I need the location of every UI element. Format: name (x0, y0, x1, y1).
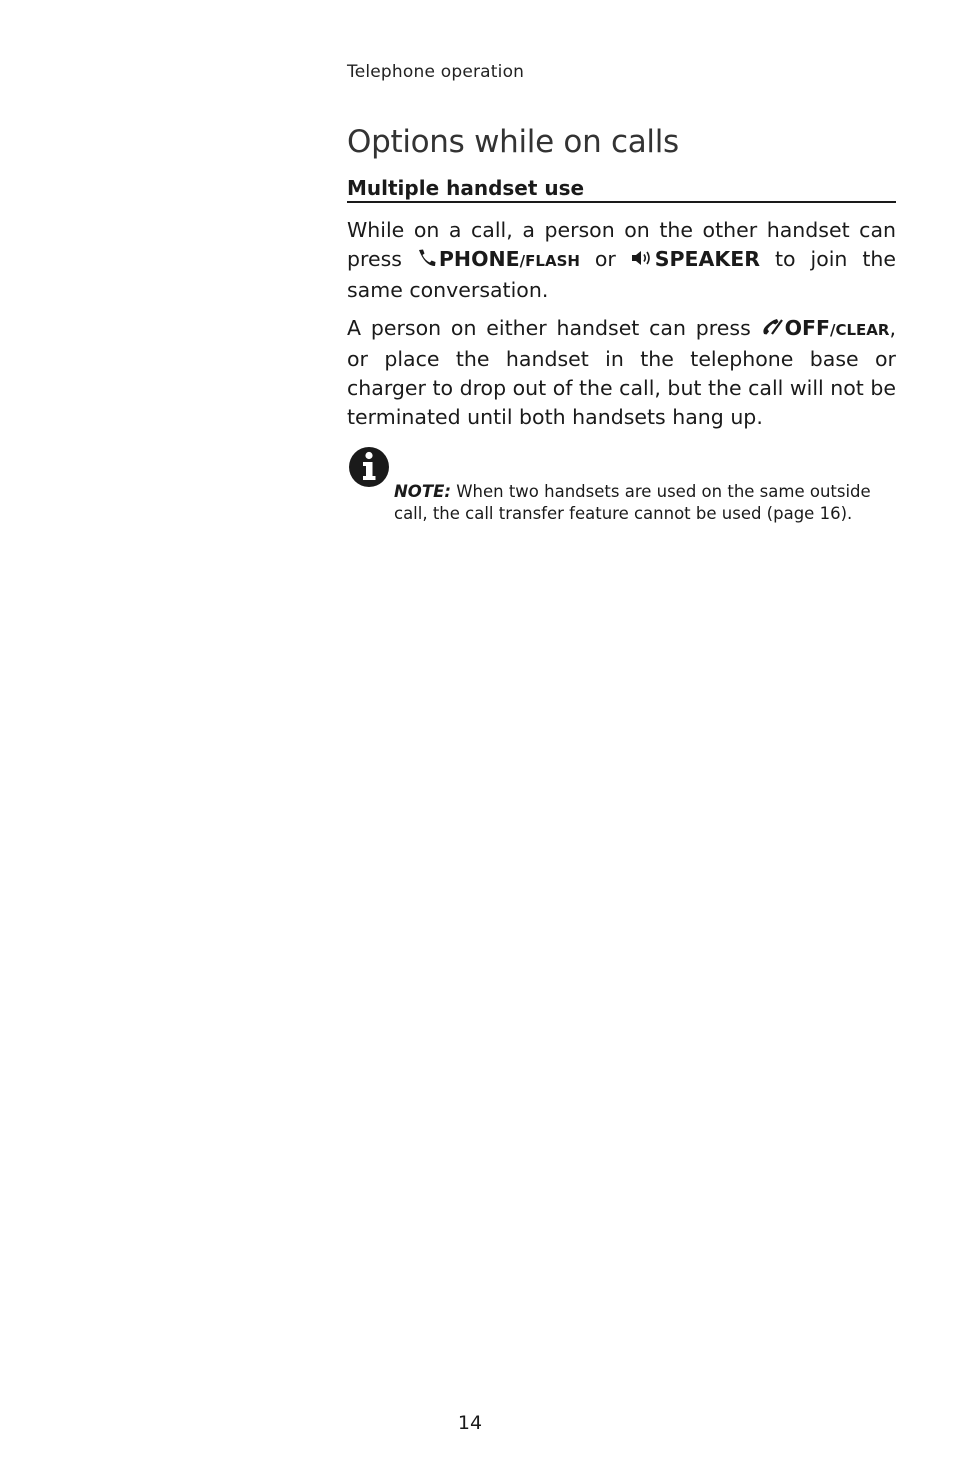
paragraph-text: , or place the handset in the telephone base or charger to drop out of the call, but the call will not be terminated until both handsets hang up. (347, 316, 896, 429)
note (394, 481, 896, 525)
section-label: Telephone operation (347, 62, 525, 82)
flash-key-label: /FLASH (519, 252, 580, 270)
phone-key-label: PHONE (438, 247, 520, 271)
paragraph-text: to join the same conversation. (347, 247, 896, 302)
speaker-key (631, 247, 760, 271)
info-icon (348, 445, 392, 489)
paragraph-text: A person on either handset can press (347, 316, 761, 340)
phone-handset-icon (417, 248, 437, 268)
clear-key-label: /CLEAR (830, 321, 890, 339)
paragraph-text: or (579, 247, 631, 271)
phone-flash-key (417, 247, 580, 271)
note-body: When two handsets are used on the same outside call, the call transfer feature cannot be used (page 16). (394, 482, 871, 523)
subheading: Multiple handset use (347, 176, 896, 203)
page-title: Options while on calls (347, 124, 679, 160)
note-label: NOTE: (394, 482, 451, 501)
off-key-label: OFF (784, 316, 831, 340)
speaker-key-label: SPEAKER (654, 247, 761, 271)
paragraph-drop-out (347, 314, 896, 432)
speaker-icon (631, 248, 653, 268)
off-clear-key (761, 316, 890, 340)
page-number: 14 (457, 1412, 483, 1434)
paragraph-join-call (347, 216, 896, 305)
hang-up-icon (761, 317, 783, 337)
paragraph-text: While on a call, a person on the other handset can press (347, 218, 896, 271)
